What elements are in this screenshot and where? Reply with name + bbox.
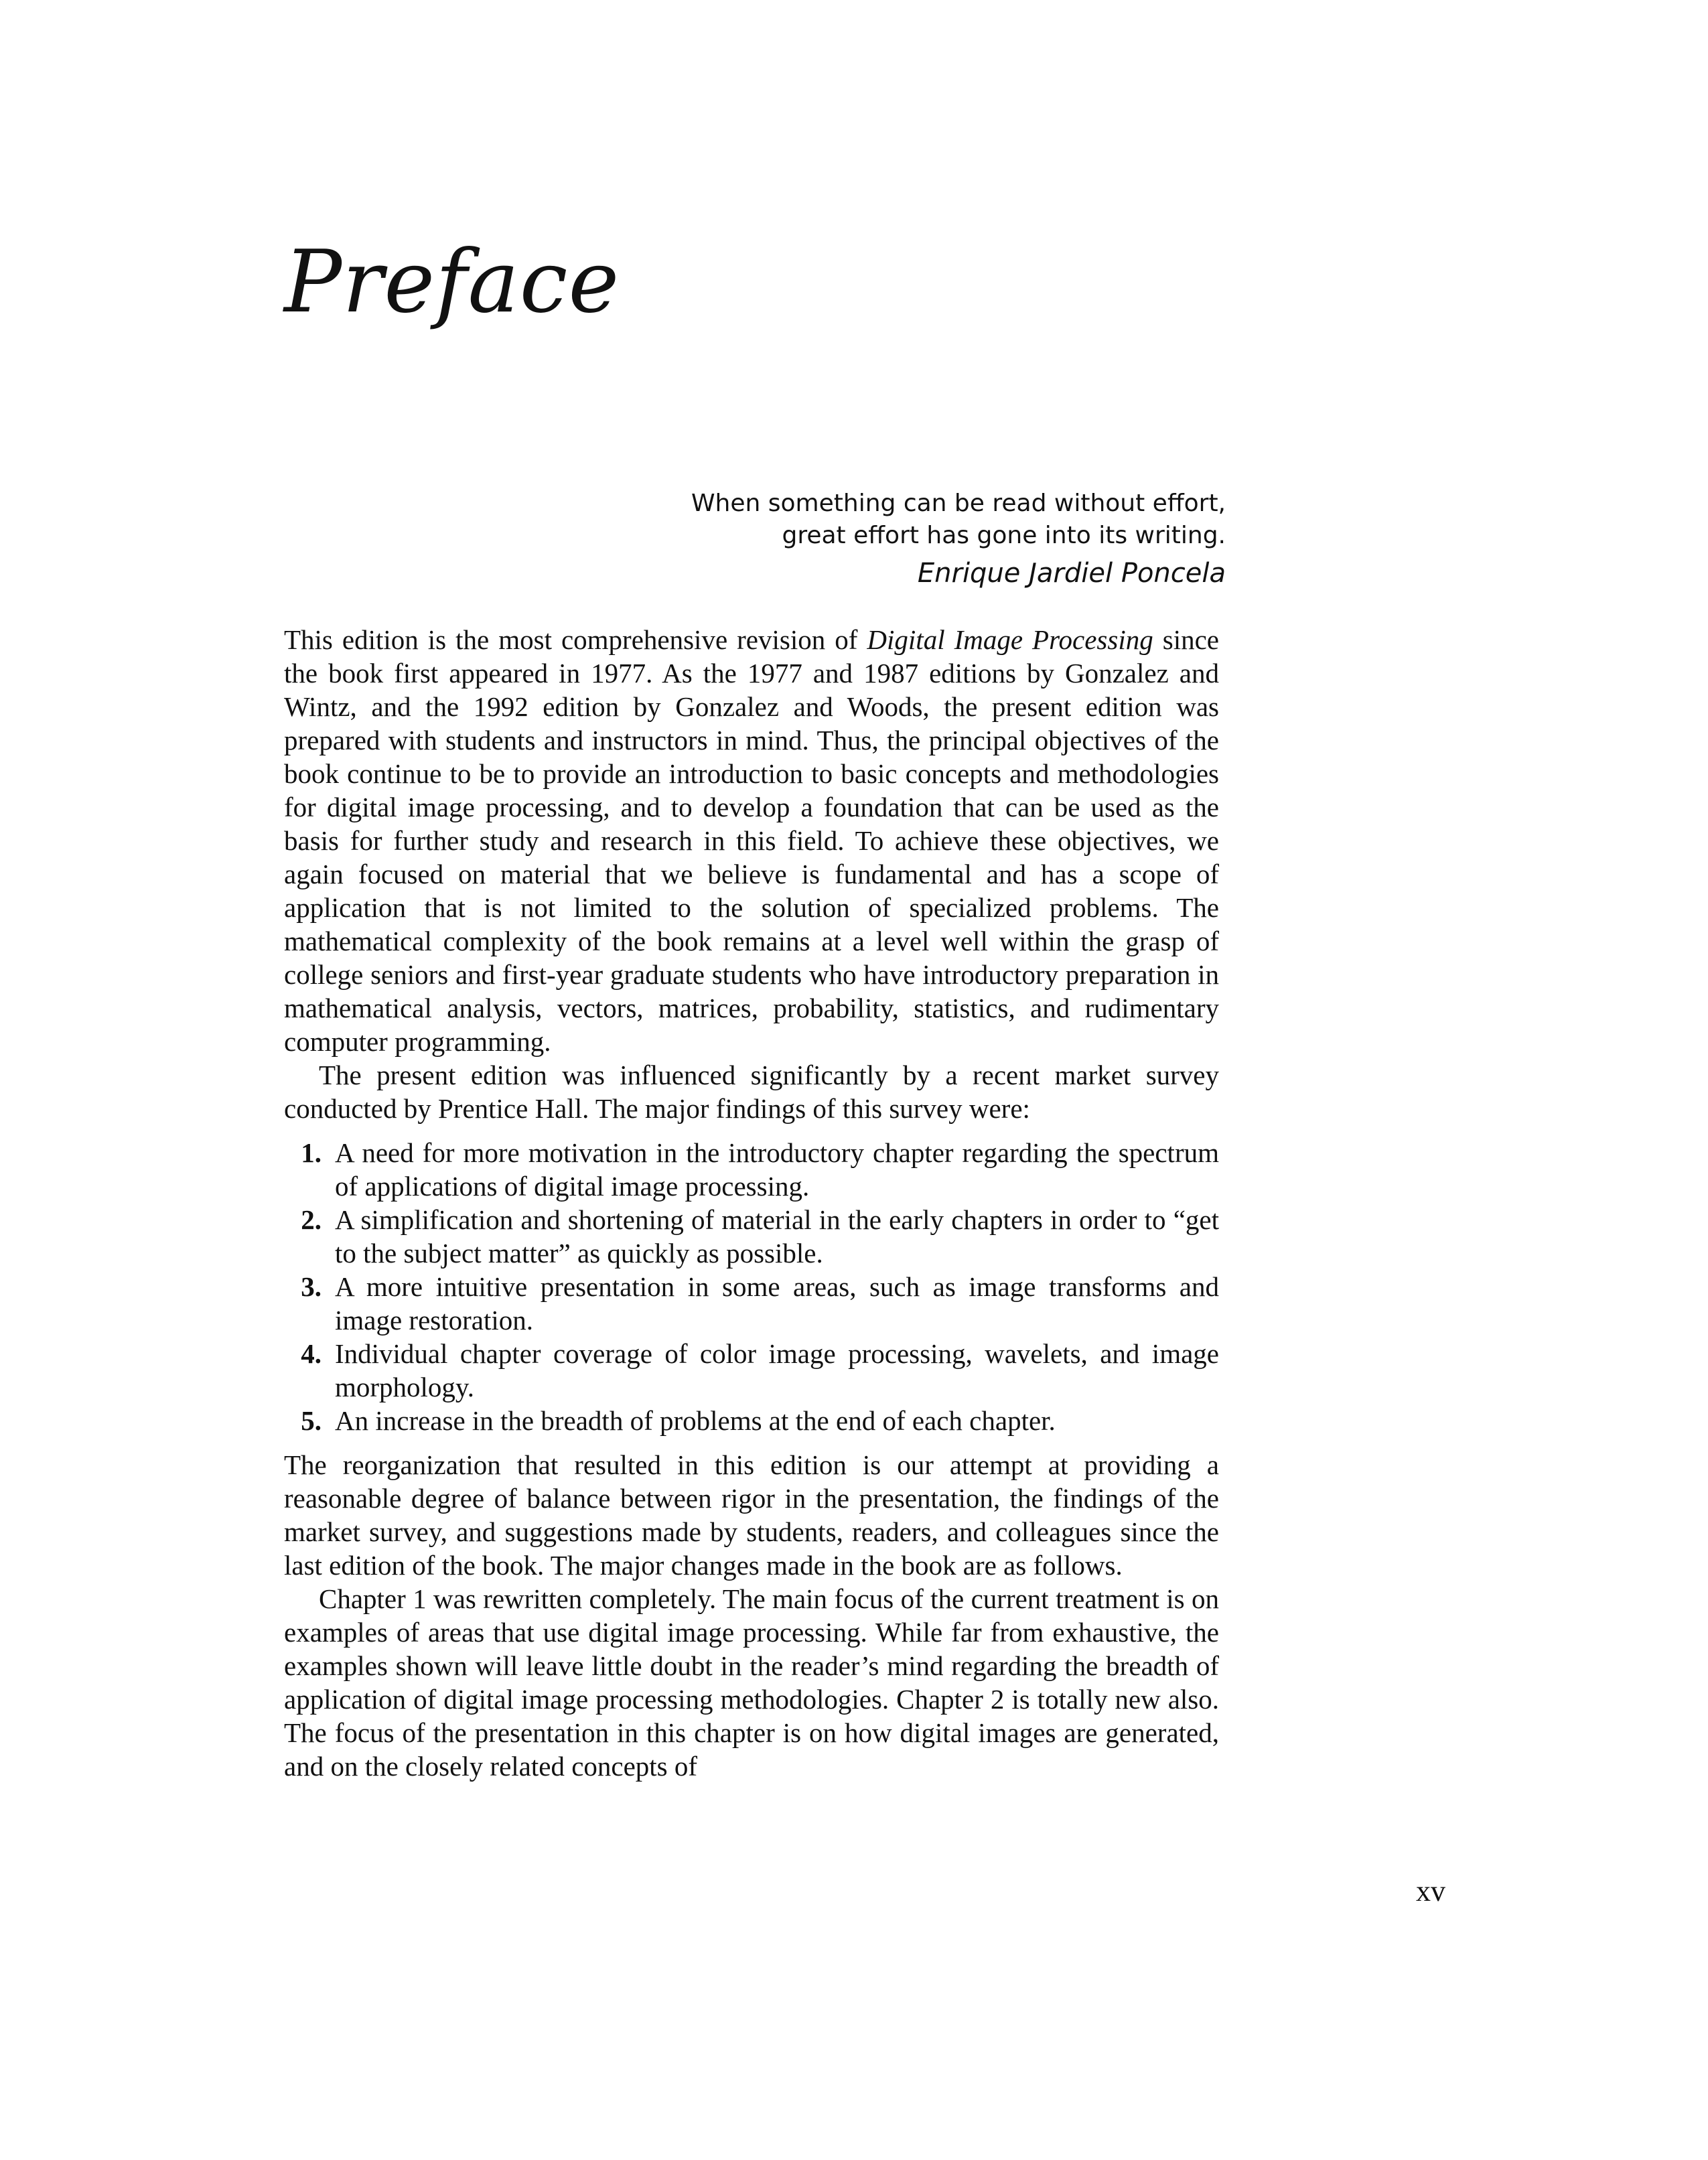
paragraph-reorganization: The reorganization that resulted in this edition is our attempt at providing a reasonable degree of balance between rigor in the presentation, the findings of the market survey, and suggestions made by students, readers, and colleagues since the last edition of the book. The major changes made in the book are as follows. <box>284 1449 1219 1581</box>
body-text <box>284 623 1219 1783</box>
list-item-text: A more intuitive presentation in some areas, such as image transforms and image restoration. <box>335 1271 1219 1336</box>
paragraph-chapters: Chapter 1 was rewritten completely. The main focus of the current treatment is on examples of areas that use digital image processing. While far from exhaustive, the examples shown will leave little doubt in the reader’s mind regarding the breadth of application of digital image processing methodologies. Chapter 2 is totally new also. The focus of the presentation in this chapter is on how digital images are generated, and on the closely related concepts of <box>284 1583 1219 1782</box>
list-item <box>284 1203 1219 1270</box>
list-item <box>284 1136 1219 1203</box>
list-item <box>284 1404 1219 1437</box>
page-number: xv <box>1416 1875 1445 1907</box>
list-item-number: 2. <box>301 1204 322 1235</box>
epigraph <box>691 488 1226 589</box>
paragraph-intro <box>284 623 1219 1058</box>
epigraph-attribution: Enrique Jardiel Poncela <box>917 558 1226 589</box>
list-item-number: 5. <box>301 1405 322 1436</box>
book-title: Digital Image Processing <box>867 624 1153 655</box>
findings-list <box>284 1136 1219 1437</box>
list-item <box>284 1337 1219 1404</box>
list-item-number: 4. <box>301 1338 322 1369</box>
paragraph-intro-start: This edition is the most comprehensive revision of <box>284 624 867 655</box>
list-item-text: A need for more motivation in the introductory chapter regarding the spectrum of applications of digital image processing. <box>335 1137 1219 1202</box>
list-item-text: An increase in the breadth of problems at the end of each chapter. <box>335 1405 1056 1436</box>
paragraph-survey: The present edition was influenced significantly by a recent market survey conducted by Prentice Hall. The major findings of this survey were: <box>284 1060 1219 1124</box>
list-item-text: A simplification and shortening of material in the early chapters in order to “get to the subject matter” as quickly as possible. <box>335 1204 1219 1269</box>
list-item-text: Individual chapter coverage of color image processing, wavelets, and image morphology. <box>335 1338 1219 1402</box>
epigraph-line: When something can be read without effort, <box>691 490 1226 517</box>
list-item-number: 3. <box>301 1271 322 1302</box>
paragraph-intro-rest: since the book first appeared in 1977. As the 1977 and 1987 editions by Gonzalez and Wintz, and the 1992 edition by Gonzalez and Woods, the present edition was prepared with students and instructors in mind. Thus, the principal objectives of the book continue to be to provide an introduction to basic concepts and methodologies for digital image processing, and to develop a foundation that can be used as the basis for further study and research in this field. To achieve these objectives, we again focused on material that we believe is fundamental and has a scope of application that is not limited to the solution of specialized problems. The mathematical complexity of the book remains at a level well within the grasp of college seniors and first-year graduate students who have introductory preparation in mathematical analysis, vectors, matrices, probability, statistics, and rudimentary computer programming. <box>284 624 1219 1057</box>
list-item <box>284 1270 1219 1337</box>
page-title: Preface <box>284 232 620 332</box>
list-item-number: 1. <box>301 1137 322 1168</box>
epigraph-line: great effort has gone into its writing. <box>782 522 1226 549</box>
